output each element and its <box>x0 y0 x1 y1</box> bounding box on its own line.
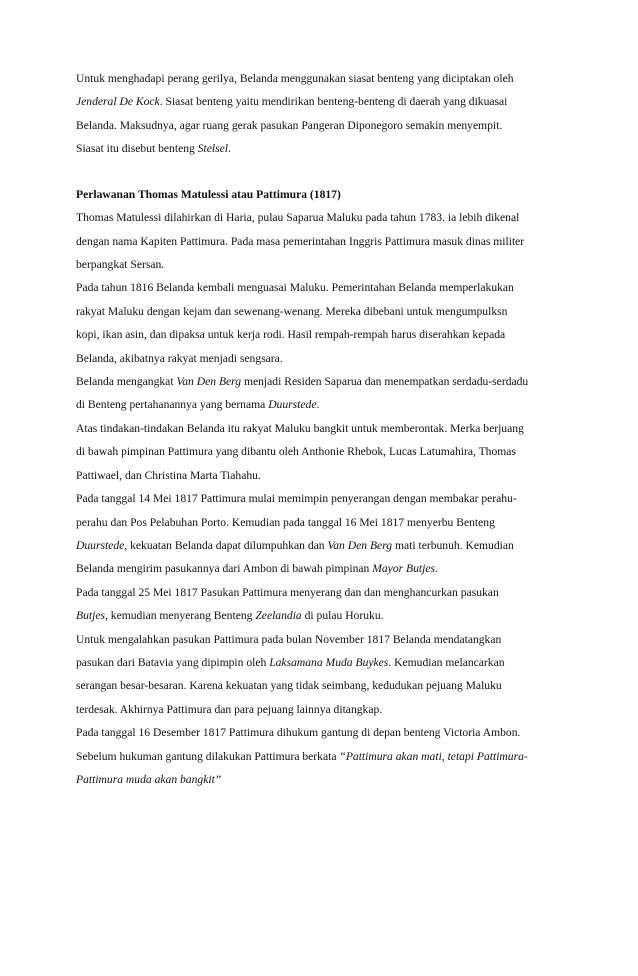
text-segment: dengan nama Kapiten Pattimura. Pada masa pemerintahan Inggris Pattimura masuk dinas militer <box>76 234 525 248</box>
text-segment: Pattiwael, dan Christina Marta Tiahahu. <box>76 468 261 482</box>
text-line <box>76 206 572 229</box>
italic-text-segment: Stelsel <box>197 142 228 156</box>
text-segment: di pulau Horuku. <box>301 609 384 623</box>
text-line <box>76 628 572 651</box>
italic-text-segment: Van Den Berg <box>176 375 242 389</box>
text-segment: mati terbunuh. Kemudian <box>392 538 514 552</box>
text-line <box>76 323 572 346</box>
text-segment: Belanda mengirim pasukannya dari Ambon di bawah pimpinan <box>76 562 373 576</box>
text-segment: rakyat Maluku dengan kejam dan sewenang-wenang. Mereka dibebani untuk mengumpulksn <box>76 304 508 318</box>
text-segment: Siasat itu disebut benteng <box>76 142 198 156</box>
italic-text-segment: Zeelandia <box>255 609 302 623</box>
text-line <box>76 721 572 744</box>
text-line <box>76 347 572 370</box>
text-line <box>76 511 572 534</box>
text-segment: . Siasat benteng yaitu mendirikan benteng-benteng di daerah yang dikuasai <box>159 95 508 109</box>
text-line <box>76 557 572 580</box>
text-segment: kopi, ikan asin, dan dipaksa untuk kerja rodi. Hasil rempah-rempah harus diserahkan kepada <box>76 328 506 342</box>
text-line <box>76 464 572 487</box>
text-segment: di Benteng pertahanannya yang bernama <box>76 398 269 412</box>
text-segment: Belanda. Maksudnya, agar ruang gerak pasukan Pangeran Diponegoro semakin menyempit. <box>76 118 503 132</box>
text-segment: , kekuatan Belanda dapat dilumpuhkan dan <box>124 538 328 552</box>
italic-text-segment: Duurstede <box>268 398 317 412</box>
text-segment: . <box>316 398 320 412</box>
text-line <box>76 768 572 791</box>
italic-text-segment: Duurstede <box>76 538 125 552</box>
text-line <box>76 114 572 137</box>
text-segment: terdesak. Akhirnya Pattimura dan para pejuang lainnya ditangkap. <box>76 702 383 716</box>
text-segment: Untuk mengalahkan pasukan Pattimura pada bulan November 1817 Belanda mendatangkan <box>76 632 502 646</box>
text-line <box>76 393 572 416</box>
text-line <box>76 230 572 253</box>
text-segment: berpangkat Sersan. <box>76 258 165 272</box>
text-segment: Untuk menghadapi perang gerilya, Belanda menggunakan siasat benteng yang diciptakan oleh <box>76 72 514 85</box>
text-line <box>76 276 572 299</box>
text-line <box>76 487 572 510</box>
text-line <box>76 253 572 276</box>
text-segment: Thomas Matulessi dilahirkan di Haria, pulau Saparua Maluku pada tahun 1783. ia lebih dikenal <box>76 211 520 225</box>
text-segment: Pada tanggal 25 Mei 1817 Pasukan Pattimura menyerang dan dan menghancurkan pasukan <box>76 585 499 599</box>
text-line <box>76 370 572 393</box>
italic-text-segment: “Pattimura akan mati, tetapi Pattimura- <box>339 749 528 763</box>
text-line <box>76 440 572 463</box>
text-segment: . <box>227 142 231 156</box>
intro-paragraph <box>76 67 572 161</box>
text-segment: Pada tanggal 14 Mei 1817 Pattimura mulai memimpin penyerangan dengan membakar perahu- <box>76 492 517 506</box>
text-line <box>76 67 572 90</box>
text-line <box>76 534 572 557</box>
text-line <box>76 651 572 674</box>
italic-text-segment: Jenderal De Kock <box>76 95 160 109</box>
text-line <box>76 604 572 627</box>
text-line <box>76 417 572 440</box>
section-body <box>76 206 572 791</box>
paragraph-gap <box>76 161 572 183</box>
italic-text-segment: Butjes, <box>76 609 108 623</box>
text-segment: kemudian menyerang Benteng <box>107 609 256 623</box>
text-line <box>76 137 572 160</box>
text-line <box>76 90 572 113</box>
text-segment: Belanda, akibatnya rakyat menjadi sengsara. <box>76 351 283 365</box>
text-segment: di bawah pimpinan Pattimura yang dibantu oleh Anthonie Rhebok, Lucas Latumahira, Thomas <box>76 445 516 459</box>
italic-text-segment: Van Den Berg <box>327 538 393 552</box>
text-segment: perahu dan Pos Pelabuhan Porto. Kemudian pada tanggal 16 Mei 1817 menyerbu Benteng <box>76 515 495 529</box>
text-segment: pasukan dari Batavia yang dipimpin oleh <box>76 655 270 669</box>
document-body <box>76 67 572 791</box>
text-segment: Pada tanggal 16 Desember 1817 Pattimura dihukum gantung di depan benteng Victoria Ambon. <box>76 726 521 740</box>
text-segment: Belanda mengangkat <box>76 375 177 389</box>
text-line <box>76 581 572 604</box>
text-segment: Atas tindakan-tindakan Belanda itu rakyat Maluku bangkit untuk memberontak. Merka berjuang <box>76 421 524 435</box>
text-segment: . Kemudian melancarkan <box>388 655 505 669</box>
text-segment: menjadi Residen Saparua dan menempatkan serdadu-serdadu <box>241 375 529 389</box>
text-line <box>76 745 572 768</box>
section-heading: Perlawanan Thomas Matulessi atau Pattimura (1817) <box>76 187 341 201</box>
text-segment: . <box>435 562 438 576</box>
text-line <box>76 300 572 323</box>
text-segment: Sebelum hukuman gantung dilakukan Pattimura berkata <box>76 749 340 763</box>
text-line <box>76 674 572 697</box>
text-segment: Pada tahun 1816 Belanda kembali menguasai Maluku. Pemerintahan Belanda memperlakukan <box>76 281 514 295</box>
italic-text-segment: Mayor Butjes <box>372 562 436 576</box>
italic-text-segment: Pattimura muda akan bangkit” <box>76 772 222 786</box>
text-segment: serangan besar-besaran. Karena kekuatan yang tidak seimbang, kedudukan pejuang Maluku <box>76 679 502 693</box>
text-line <box>76 698 572 721</box>
italic-text-segment: Laksamana Muda Buykes <box>269 655 389 669</box>
